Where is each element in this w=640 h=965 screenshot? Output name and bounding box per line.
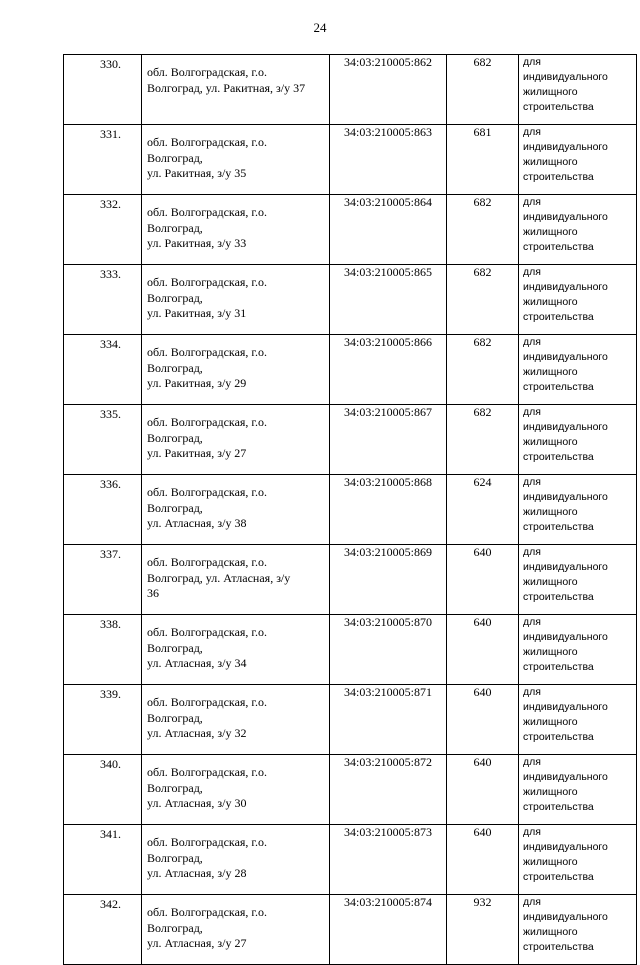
permitted-use-line: жилищного xyxy=(523,576,578,588)
table-row xyxy=(64,125,637,195)
permitted-use-line: для xyxy=(523,546,541,558)
address-line: Волгоград, xyxy=(147,290,203,305)
permitted-use-line: для xyxy=(523,266,541,278)
table-row xyxy=(64,545,637,615)
cadastral-number: 34:03:210005:872 xyxy=(330,755,447,825)
permitted-use-line: индивидуального xyxy=(523,421,608,433)
permitted-use-line: жилищного xyxy=(523,86,578,98)
row-number: 334. xyxy=(64,335,142,405)
permitted-use-line: для xyxy=(523,896,541,908)
permitted-use-line: строительства xyxy=(523,521,594,533)
cadastral-number: 34:03:210005:873 xyxy=(330,825,447,895)
permitted-use xyxy=(519,195,637,265)
address-line: Волгоград, xyxy=(147,430,203,445)
permitted-use-line: индивидуального xyxy=(523,631,608,643)
permitted-use-line: жилищного xyxy=(523,436,578,448)
permitted-use-line: индивидуального xyxy=(523,911,608,923)
permitted-use-line: индивидуального xyxy=(523,841,608,853)
address-line: Волгоград, xyxy=(147,220,203,235)
address-cell xyxy=(142,55,330,125)
permitted-use-line: строительства xyxy=(523,101,594,113)
permitted-use-line: для xyxy=(523,616,541,628)
table-row xyxy=(64,615,637,685)
permitted-use-line: строительства xyxy=(523,941,594,953)
permitted-use-line: строительства xyxy=(523,451,594,463)
row-number: 338. xyxy=(64,615,142,685)
permitted-use-line: для xyxy=(523,476,541,488)
cadastral-number: 34:03:210005:865 xyxy=(330,265,447,335)
permitted-use-line: для xyxy=(523,196,541,208)
row-number: 333. xyxy=(64,265,142,335)
permitted-use-line: индивидуального xyxy=(523,771,608,783)
permitted-use-line: строительства xyxy=(523,381,594,393)
permitted-use-line: для xyxy=(523,406,541,418)
table-row xyxy=(64,895,637,965)
permitted-use xyxy=(519,55,637,125)
permitted-use-line: строительства xyxy=(523,311,594,323)
address-line: ул. Атласная, з/у 30 xyxy=(147,796,247,810)
permitted-use-line: индивидуального xyxy=(523,561,608,573)
row-number: 339. xyxy=(64,685,142,755)
permitted-use xyxy=(519,405,637,475)
address-line: Волгоград, ул. Атласная, з/у xyxy=(147,570,291,585)
table-row xyxy=(64,755,637,825)
address-cell xyxy=(142,755,330,825)
permitted-use-line: индивидуального xyxy=(523,141,608,153)
address-line: 36 xyxy=(147,586,159,600)
address-cell xyxy=(142,405,330,475)
table-body xyxy=(64,55,637,965)
table-row xyxy=(64,265,637,335)
permitted-use-line: строительства xyxy=(523,871,594,883)
permitted-use-line: индивидуального xyxy=(523,281,608,293)
plot-area: 682 xyxy=(447,55,519,125)
row-number: 336. xyxy=(64,475,142,545)
address-line: обл. Волгоградская, г.о. xyxy=(147,905,267,919)
address-line: ул. Ракитная, з/у 35 xyxy=(147,166,247,180)
address-line: Волгоград, xyxy=(147,500,203,515)
table-row xyxy=(64,335,637,405)
address-line: обл. Волгоградская, г.о. xyxy=(147,695,267,709)
address-cell xyxy=(142,825,330,895)
address-line: Волгоград, xyxy=(147,710,203,725)
permitted-use-line: индивидуального xyxy=(523,701,608,713)
plot-area: 682 xyxy=(447,405,519,475)
address-line: обл. Волгоградская, г.о. xyxy=(147,415,267,429)
address-line: обл. Волгоградская, г.о. xyxy=(147,765,267,779)
address-line: ул. Ракитная, з/у 33 xyxy=(147,236,247,250)
table-row xyxy=(64,685,637,755)
permitted-use xyxy=(519,755,637,825)
permitted-use-line: жилищного xyxy=(523,296,578,308)
row-number: 337. xyxy=(64,545,142,615)
address-line: обл. Волгоградская, г.о. xyxy=(147,835,267,849)
permitted-use-line: жилищного xyxy=(523,366,578,378)
permitted-use-line: для xyxy=(523,126,541,138)
plot-area: 640 xyxy=(447,685,519,755)
permitted-use-line: жилищного xyxy=(523,646,578,658)
address-line: ул. Атласная, з/у 28 xyxy=(147,866,247,880)
cadastral-number: 34:03:210005:868 xyxy=(330,475,447,545)
address-line: ул. Атласная, з/у 27 xyxy=(147,936,247,950)
permitted-use-line: жилищного xyxy=(523,786,578,798)
permitted-use-line: жилищного xyxy=(523,506,578,518)
permitted-use-line: индивидуального xyxy=(523,71,608,83)
permitted-use-line: строительства xyxy=(523,241,594,253)
address-cell xyxy=(142,895,330,965)
land-plot-table xyxy=(63,54,637,965)
row-number: 330. xyxy=(64,55,142,125)
permitted-use-line: строительства xyxy=(523,591,594,603)
plot-area: 640 xyxy=(447,755,519,825)
plot-area: 640 xyxy=(447,825,519,895)
permitted-use xyxy=(519,825,637,895)
address-line: обл. Волгоградская, г.о. xyxy=(147,555,267,569)
address-cell xyxy=(142,475,330,545)
address-cell xyxy=(142,265,330,335)
permitted-use-line: строительства xyxy=(523,661,594,673)
address-line: обл. Волгоградская, г.о. xyxy=(147,345,267,359)
address-line: Волгоград, xyxy=(147,640,203,655)
permitted-use-line: жилищного xyxy=(523,856,578,868)
permitted-use xyxy=(519,615,637,685)
address-line: ул. Атласная, з/у 32 xyxy=(147,726,247,740)
address-cell xyxy=(142,685,330,755)
permitted-use-line: строительства xyxy=(523,171,594,183)
plot-area: 624 xyxy=(447,475,519,545)
permitted-use xyxy=(519,685,637,755)
plot-area: 640 xyxy=(447,615,519,685)
permitted-use-line: жилищного xyxy=(523,226,578,238)
table-row xyxy=(64,475,637,545)
permitted-use-line: для xyxy=(523,756,541,768)
permitted-use-line: строительства xyxy=(523,801,594,813)
plot-area: 681 xyxy=(447,125,519,195)
permitted-use xyxy=(519,265,637,335)
cadastral-number: 34:03:210005:869 xyxy=(330,545,447,615)
address-line: обл. Волгоградская, г.о. xyxy=(147,625,267,639)
permitted-use-line: для xyxy=(523,826,541,838)
table-row xyxy=(64,195,637,265)
permitted-use-line: жилищного xyxy=(523,716,578,728)
permitted-use-line: индивидуального xyxy=(523,491,608,503)
permitted-use xyxy=(519,545,637,615)
table-row xyxy=(64,55,637,125)
page-number: 24 xyxy=(313,20,327,35)
row-number: 332. xyxy=(64,195,142,265)
address-line: обл. Волгоградская, г.о. xyxy=(147,275,267,289)
table-row xyxy=(64,405,637,475)
address-line: обл. Волгоградская, г.о. xyxy=(147,65,267,79)
address-line: Волгоград, ул. Ракитная, з/у 37 xyxy=(147,80,306,95)
address-line: Волгоград, xyxy=(147,850,203,865)
address-cell xyxy=(142,125,330,195)
row-number: 341. xyxy=(64,825,142,895)
permitted-use-line: для xyxy=(523,336,541,348)
permitted-use-line: строительства xyxy=(523,731,594,743)
address-line: ул. Ракитная, з/у 27 xyxy=(147,446,247,460)
cadastral-number: 34:03:210005:871 xyxy=(330,685,447,755)
row-number: 340. xyxy=(64,755,142,825)
permitted-use-line: индивидуального xyxy=(523,211,608,223)
permitted-use xyxy=(519,335,637,405)
address-line: ул. Атласная, з/у 34 xyxy=(147,656,247,670)
plot-area: 932 xyxy=(447,895,519,965)
permitted-use-line: для xyxy=(523,686,541,698)
row-number: 331. xyxy=(64,125,142,195)
address-cell xyxy=(142,545,330,615)
address-line: обл. Волгоградская, г.о. xyxy=(147,135,267,149)
row-number: 335. xyxy=(64,405,142,475)
plot-area: 640 xyxy=(447,545,519,615)
cadastral-number: 34:03:210005:863 xyxy=(330,125,447,195)
row-number: 342. xyxy=(64,895,142,965)
cadastral-number: 34:03:210005:867 xyxy=(330,405,447,475)
cadastral-number: 34:03:210005:866 xyxy=(330,335,447,405)
cadastral-number: 34:03:210005:864 xyxy=(330,195,447,265)
address-cell xyxy=(142,195,330,265)
address-line: обл. Волгоградская, г.о. xyxy=(147,485,267,499)
address-line: ул. Ракитная, з/у 31 xyxy=(147,306,247,320)
permitted-use-line: индивидуального xyxy=(523,351,608,363)
address-line: ул. Атласная, з/у 38 xyxy=(147,516,247,530)
address-line: Волгоград, xyxy=(147,360,203,375)
plot-area: 682 xyxy=(447,335,519,405)
address-line: ул. Ракитная, з/у 29 xyxy=(147,376,247,390)
permitted-use xyxy=(519,895,637,965)
permitted-use xyxy=(519,125,637,195)
address-line: Волгоград, xyxy=(147,920,203,935)
permitted-use-line: жилищного xyxy=(523,926,578,938)
address-cell xyxy=(142,615,330,685)
table-row xyxy=(64,825,637,895)
cadastral-number: 34:03:210005:862 xyxy=(330,55,447,125)
address-line: обл. Волгоградская, г.о. xyxy=(147,205,267,219)
permitted-use-line: для xyxy=(523,56,541,68)
cadastral-number: 34:03:210005:874 xyxy=(330,895,447,965)
permitted-use-line: жилищного xyxy=(523,156,578,168)
address-line: Волгоград, xyxy=(147,150,203,165)
address-line: Волгоград, xyxy=(147,780,203,795)
plot-area: 682 xyxy=(447,195,519,265)
cadastral-number: 34:03:210005:870 xyxy=(330,615,447,685)
plot-area: 682 xyxy=(447,265,519,335)
permitted-use xyxy=(519,475,637,545)
address-cell xyxy=(142,335,330,405)
